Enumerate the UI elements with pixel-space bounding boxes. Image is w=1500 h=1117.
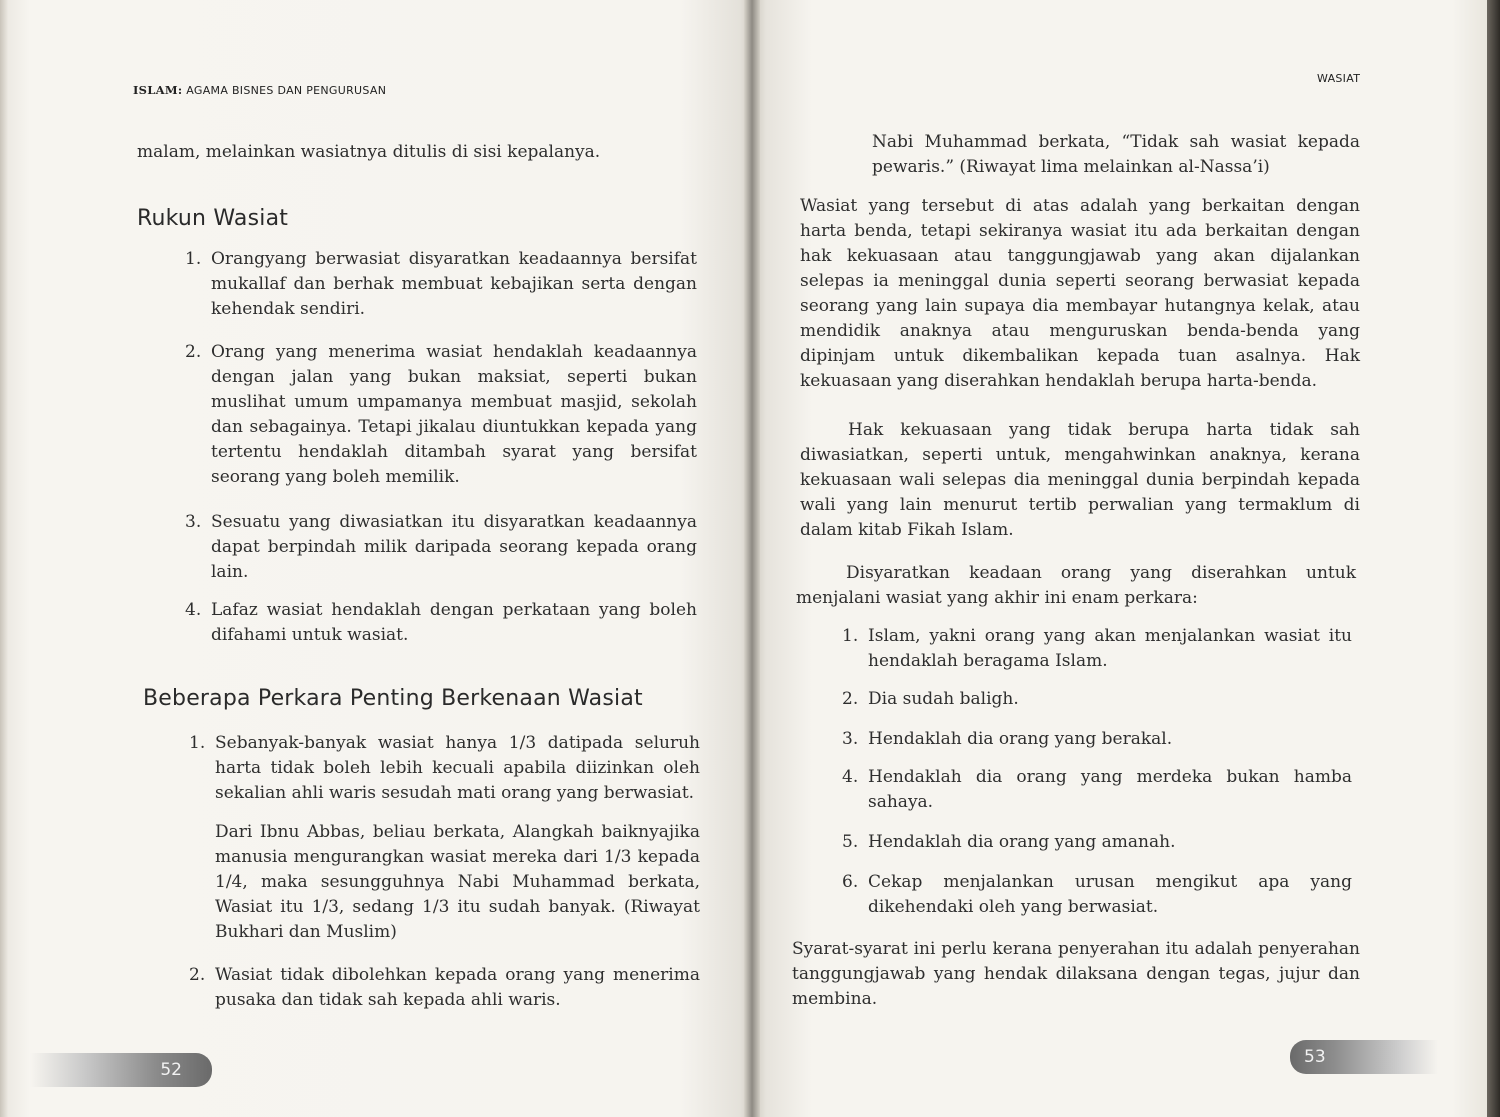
- list-number: 2.: [842, 689, 859, 709]
- list-text: Orangyang berwasiat disyaratkan keadaannya bersifat mukallaf dan berhak membuat kebajikan serta dengan kehendak sendiri.: [211, 249, 697, 319]
- list-text: Hendaklah dia orang yang merdeka bukan hamba sahaya.: [868, 767, 1352, 812]
- paragraph-1: Wasiat yang tersebut di atas adalah yang berkaitan dengan harta benda, tetapi sekiranya wasiat itu ada berkaitan dengan hak kekuasaan atau tanggungjawab yang akan dijalankan selepas ia meninggal dunia seperti seorang berwasiat kepada seorang yang lain supaya dia membayar hutangnya kelak, atau mendidik anaknya atau menguruskan benda-benda yang dipinjam untuk dikembalikan kepada tuan asalnya. Hak kekuasaan yang diserahkan hendaklah berupa harta-benda.: [800, 196, 1360, 391]
- running-head-bold: ISLAM:: [133, 83, 183, 97]
- list-text: Islam, yakni orang yang akan menjalankan wasiat itu hendaklah beragama Islam.: [868, 626, 1352, 671]
- list-text: Orang yang menerima wasiat hendaklah keadaannya dengan jalan yang bukan maksiat, seperti bukan muslihat umum umpamanya membuat masjid, sekolah dan sebagainya. Tetapi jikalau diuntukkan kepada yang tertentu hendaklah ditambah syarat yang bersifat seorang yang boleh memilik.: [211, 342, 697, 487]
- list-number: 2.: [185, 342, 202, 362]
- list-number: 3.: [842, 729, 859, 749]
- page-number-tab-left: [30, 1053, 212, 1087]
- page-number-53: 53: [1304, 1047, 1326, 1067]
- right-page-edge: [1487, 0, 1500, 1117]
- list-number: 4.: [185, 600, 202, 620]
- left-page-edge: [0, 0, 8, 1117]
- page-number-tab-right: [1290, 1040, 1438, 1074]
- rukun-item-1: [185, 247, 697, 322]
- running-head-left: [133, 78, 386, 103]
- list-text: Lafaz wasiat hendaklah dengan perkataan yang boleh difahami untuk wasiat.: [211, 600, 697, 645]
- list-number: 1.: [842, 626, 859, 646]
- opening-text: malam, melainkan wasiatnya ditulis di sisi kepalanya.: [137, 142, 601, 162]
- list-number: 5.: [842, 832, 859, 852]
- paragraph-3: Disyaratkan keadaan orang yang diserahkan untuk menjalani wasiat yang akhir ini enam perkara:: [796, 563, 1356, 608]
- running-head-rest: AGAMA BISNES DAN PENGURUSAN: [182, 84, 387, 97]
- list-number: 3.: [185, 512, 202, 532]
- list-number: 4.: [842, 767, 859, 787]
- hadith-quote: Nabi Muhammad berkata, “Tidak sah wasiat kepada pewaris.” (Riwayat lima melainkan al-Nassa’i): [872, 132, 1360, 177]
- rukun-item-4: [185, 598, 697, 648]
- syarat-item-2: [842, 687, 1352, 712]
- list-text: Sebanyak-banyak wasiat hanya 1/3 datipada seluruh harta tidak boleh lebih kecuali apabila diizinkan oleh sekalian ahli waris sesudah mati orang yang berwasiat.: [215, 733, 700, 803]
- perkara-hadith-quote: Dari Ibnu Abbas, beliau berkata, Alangkah baiknyajika manusia mengurangkan wasiat mereka dari 1/3 kepada 1/4, maka sesungguhnya Nabi Muhammad berkata, Wasiat itu 1/3, sedang 1/3 itu sudah banyak. (Riwayat Bukhari dan Muslim): [215, 822, 700, 942]
- syarat-item-3: [842, 727, 1352, 752]
- paragraph-2: Hak kekuasaan yang tidak berupa harta tidak sah diwasiatkan, seperti untuk, mengahwinkan anaknya, kerana kekuasaan wali selepas dia meninggal dunia berpindah kepada wali yang lain menurut tertib perwalian yang termaklum di dalam kitab Fikah Islam.: [800, 420, 1360, 540]
- syarat-item-1: [842, 624, 1352, 674]
- list-text: Cekap menjalankan urusan mengikut apa yang dikehendaki oleh yang berwasiat.: [868, 872, 1352, 917]
- perkara-item-1: [189, 731, 700, 806]
- page-number-52: 52: [160, 1060, 182, 1080]
- list-text: Hendaklah dia orang yang amanah.: [868, 832, 1176, 852]
- perkara-item-2: [189, 963, 700, 1013]
- paragraph-4: Syarat-syarat ini perlu kerana penyerahan itu adalah penyerahan tanggungjawab yang hendak dilaksana dengan tegas, jujur dan membina.: [792, 939, 1360, 1009]
- book-gutter: [744, 0, 760, 1117]
- list-number: 2.: [189, 965, 206, 985]
- syarat-item-4: [842, 765, 1352, 815]
- right-page: [752, 0, 1487, 1117]
- list-number: 1.: [185, 249, 202, 269]
- list-number: 1.: [189, 733, 206, 753]
- list-number: 6.: [842, 872, 859, 892]
- list-text: Wasiat tidak dibolehkan kepada orang yang menerima pusaka dan tidak sah kepada ahli waris.: [215, 965, 700, 1010]
- syarat-item-5: [842, 830, 1352, 855]
- rukun-item-2: [185, 340, 697, 490]
- syarat-item-6: [842, 870, 1352, 920]
- running-head-right: WASIAT: [1317, 72, 1361, 85]
- list-text: Sesuatu yang diwasiatkan itu disyaratkan keadaannya dapat berpindah milik daripada seorang kepada orang lain.: [211, 512, 697, 582]
- heading-perkara-penting: Beberapa Perkara Penting Berkenaan Wasiat: [143, 686, 643, 711]
- list-text: Dia sudah baligh.: [868, 689, 1019, 709]
- heading-rukun-wasiat: Rukun Wasiat: [137, 206, 289, 231]
- rukun-item-3: [185, 510, 697, 585]
- list-text: Hendaklah dia orang yang berakal.: [868, 729, 1173, 749]
